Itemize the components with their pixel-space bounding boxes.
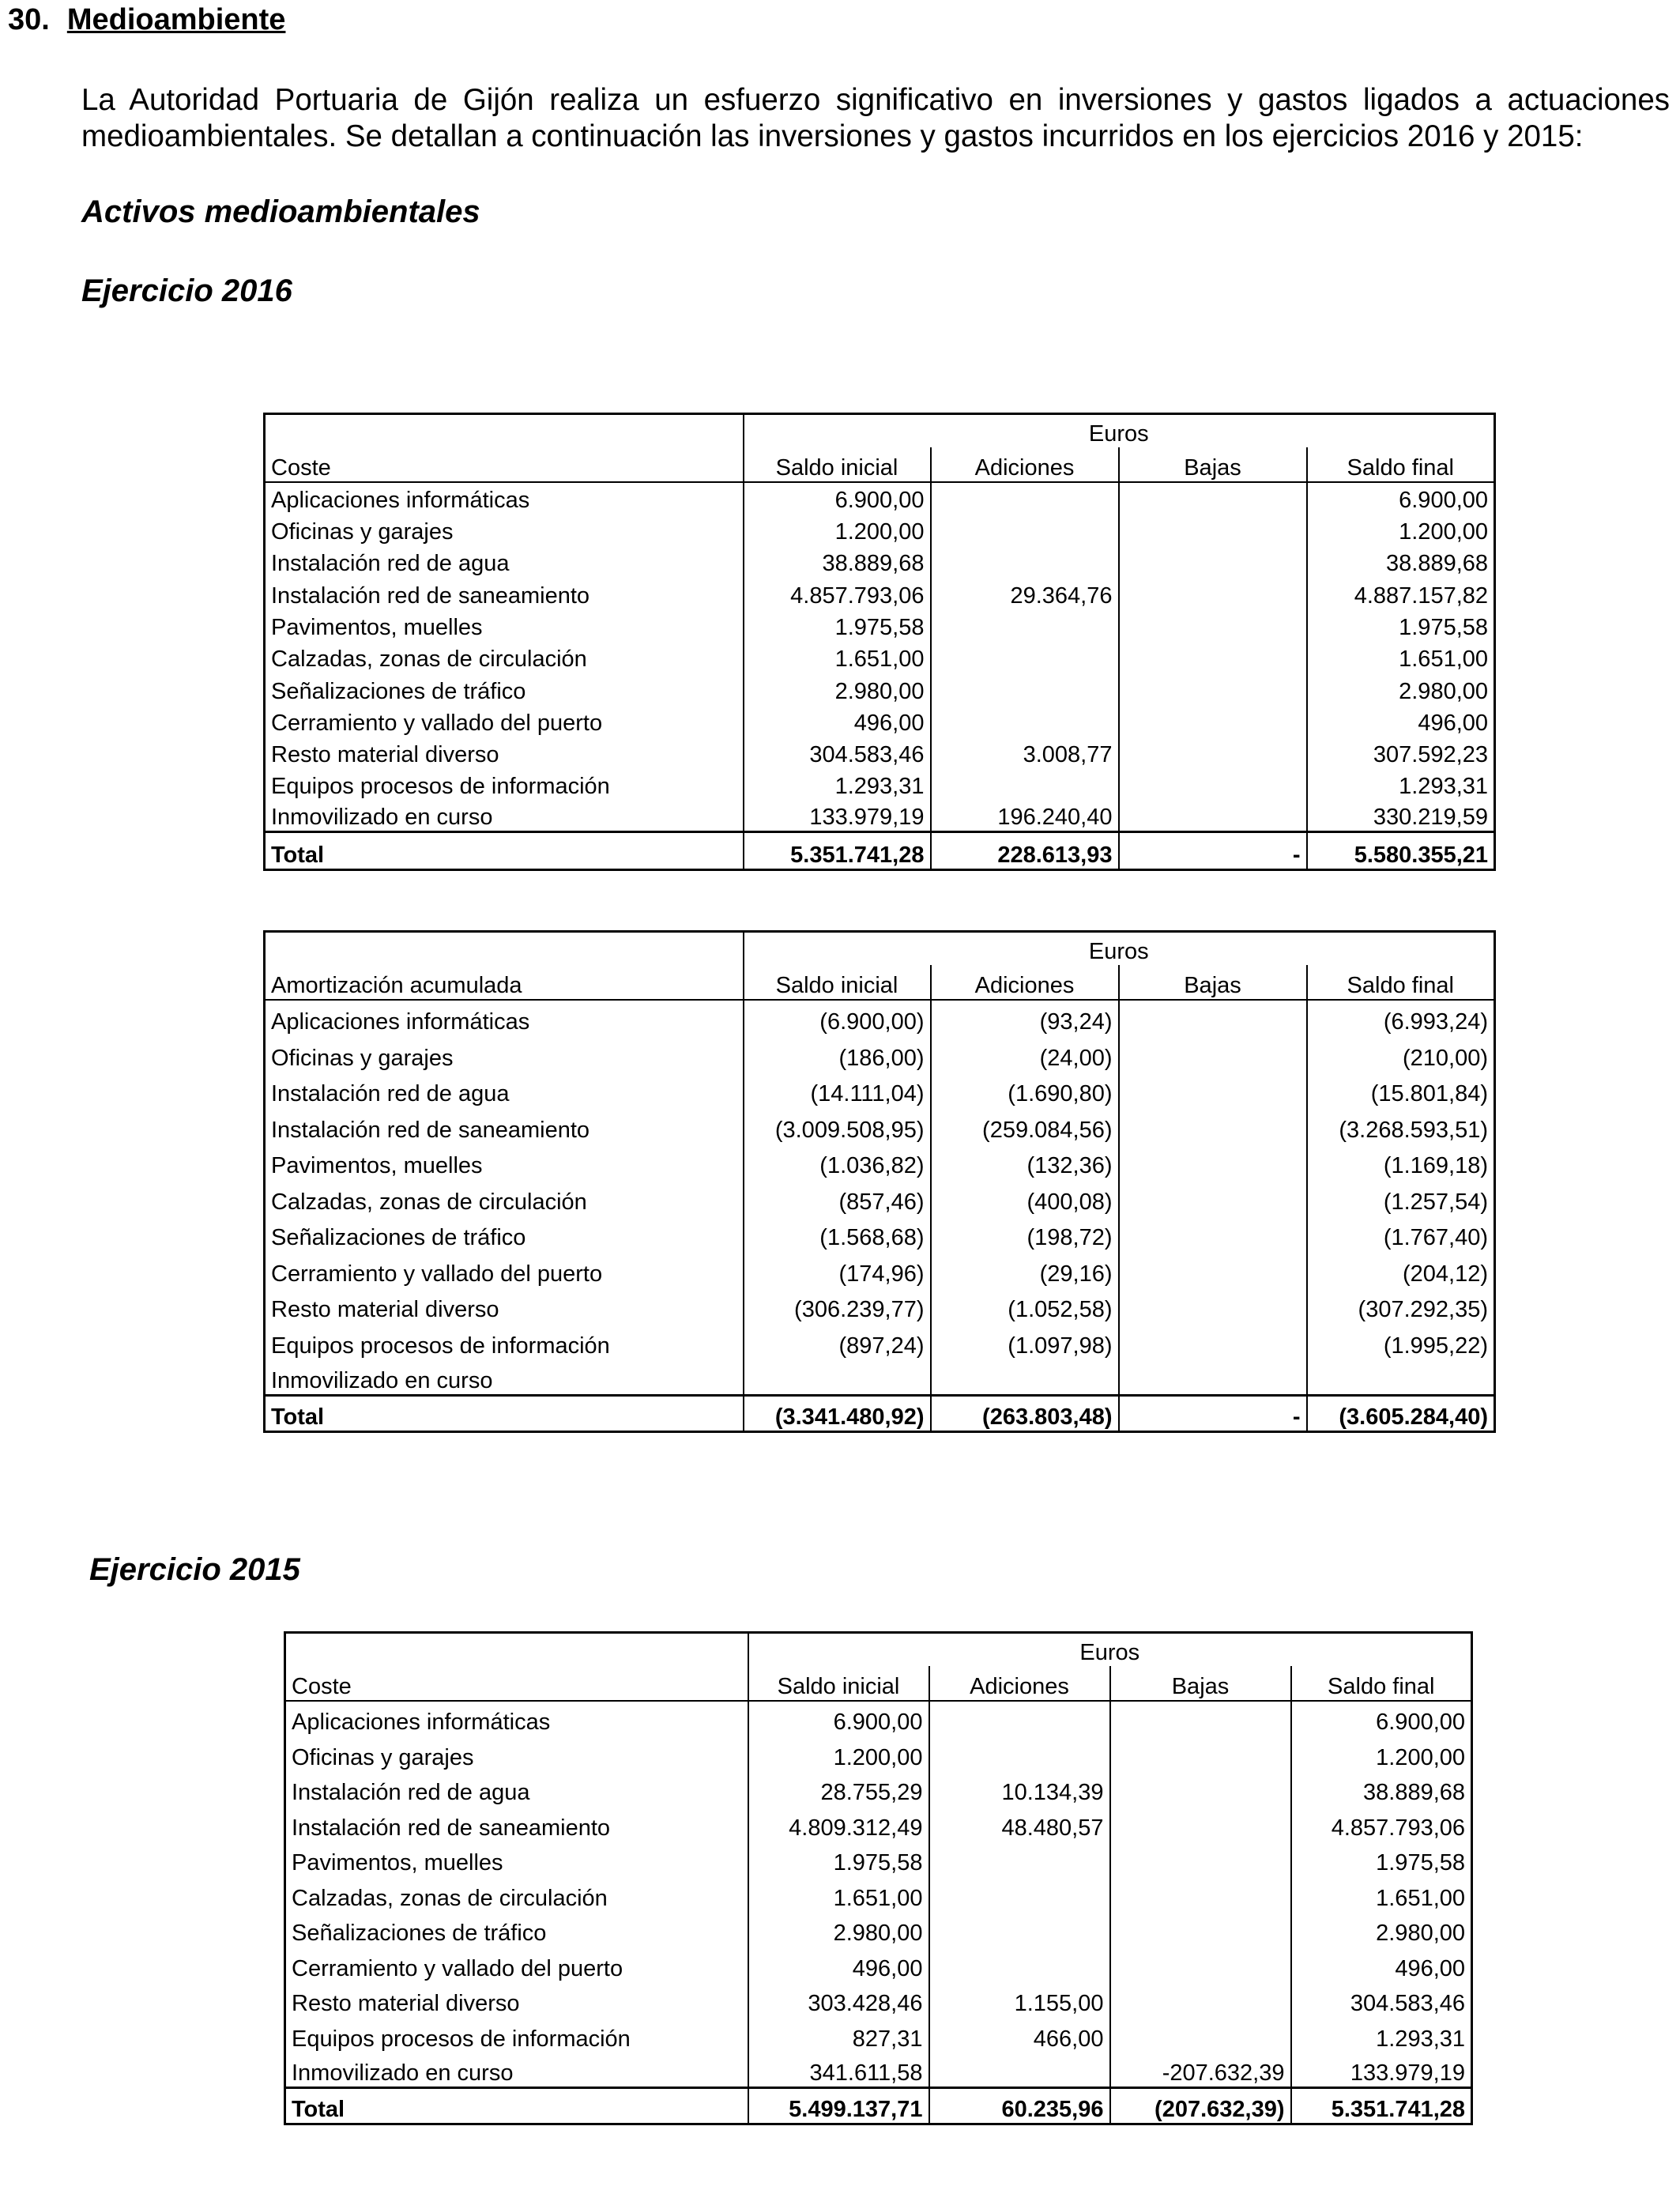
row-label: Resto material diverso (292, 1991, 520, 2016)
cell-bajas (1119, 1287, 1307, 1324)
total-row (285, 2087, 1472, 2124)
cell-adiciones (931, 1359, 1119, 1396)
table-row (285, 1736, 1472, 1771)
table-row (265, 1216, 1495, 1252)
cell-saldo-final: (6.993,24) (1307, 1000, 1495, 1036)
cell-adiciones: (259.084,56) (931, 1107, 1119, 1144)
cell-bajas (1110, 2017, 1291, 2053)
cell-saldo-inicial: 4.857.793,06 (744, 577, 931, 609)
total-label: Total (265, 832, 744, 870)
row-label: Instalación red de agua (271, 551, 510, 577)
cell-saldo-final: 6.900,00 (1307, 482, 1495, 514)
cell-saldo-final: 1.651,00 (1291, 1876, 1472, 1912)
cell-saldo-inicial: 341.611,58 (748, 2053, 929, 2088)
table-row (285, 1982, 1472, 2018)
cell-bajas (1119, 673, 1307, 704)
row-label: Aplicaciones informáticas (271, 1009, 530, 1035)
table-row (265, 1144, 1495, 1180)
cell-saldo-inicial: 4.809.312,49 (748, 1806, 929, 1842)
cell-saldo-final: (210,00) (1307, 1035, 1495, 1072)
cell-adiciones: 3.008,77 (931, 737, 1119, 768)
cell-saldo-final: 4.857.793,06 (1291, 1806, 1472, 1842)
cell-bajas (1110, 1771, 1291, 1807)
cell-bajas (1110, 1876, 1291, 1912)
table-row (265, 1323, 1495, 1359)
column-header-bajas: Bajas (1119, 447, 1307, 482)
cell-saldo-final: 1.975,58 (1307, 609, 1495, 641)
cell-adiciones (929, 1876, 1110, 1912)
cell-saldo-inicial: 6.900,00 (748, 1701, 929, 1736)
cell-saldo-inicial: 1.975,58 (748, 1842, 929, 1877)
title-ejercicio-2016: Ejercicio 2016 (81, 273, 292, 308)
table-row (285, 1806, 1472, 1842)
cell-saldo-final: 4.887.157,82 (1307, 577, 1495, 609)
cell-saldo-final: 1.651,00 (1307, 641, 1495, 673)
cell-saldo-final: (307.292,35) (1307, 1287, 1495, 1324)
table-row (265, 545, 1495, 577)
section-heading (8, 3, 285, 37)
cell-bajas (1119, 800, 1307, 831)
table-row (285, 1876, 1472, 1912)
row-label: Instalación red de saneamiento (271, 582, 590, 609)
table-row (265, 1072, 1495, 1108)
cell-saldo-inicial (744, 1359, 931, 1396)
cell-saldo-final: 1.975,58 (1291, 1842, 1472, 1877)
cell-bajas (1119, 705, 1307, 737)
cell-adiciones: (1.052,58) (931, 1287, 1119, 1324)
cell-saldo-inicial: 304.583,46 (744, 737, 931, 768)
cell-saldo-final: 307.592,23 (1307, 737, 1495, 768)
cell-bajas (1119, 577, 1307, 609)
cell-bajas (1110, 1701, 1291, 1736)
cell-adiciones: 196.240,40 (931, 800, 1119, 831)
table-2015-coste (284, 1631, 1473, 2125)
title-ejercicio-2015: Ejercicio 2015 (89, 1552, 300, 1587)
total-saldo-inicial: 5.351.741,28 (744, 832, 931, 870)
table-row (285, 2053, 1472, 2088)
row-label: Calzadas, zonas de circulación (271, 647, 587, 673)
cell-adiciones: 29.364,76 (931, 577, 1119, 609)
cell-adiciones (931, 673, 1119, 704)
row-label: Instalación red de saneamiento (292, 1815, 611, 1841)
cell-saldo-final: 496,00 (1291, 1947, 1472, 1982)
cell-saldo-final: 6.900,00 (1291, 1701, 1472, 1736)
cell-bajas (1119, 1359, 1307, 1396)
header-empty (285, 1633, 748, 1666)
row-label: Instalación red de agua (292, 1780, 530, 1805)
row-label: Instalación red de saneamiento (271, 1117, 590, 1143)
total-bajas: (207.632,39) (1110, 2087, 1291, 2124)
cell-saldo-final: 304.583,46 (1291, 1982, 1472, 2018)
cell-bajas (1119, 1179, 1307, 1216)
cell-bajas (1119, 514, 1307, 545)
cell-saldo-inicial: (14.111,04) (744, 1072, 931, 1108)
cell-adiciones: 1.155,00 (929, 1982, 1110, 2018)
cell-bajas (1119, 1251, 1307, 1287)
column-header-label: Amortización acumulada (265, 965, 744, 1000)
header-unit: Euros (744, 414, 1495, 447)
cell-saldo-inicial: 28.755,29 (748, 1771, 929, 1807)
cell-adiciones (929, 1701, 1110, 1736)
cell-saldo-final: (1.169,18) (1307, 1144, 1495, 1180)
cell-bajas: -207.632,39 (1110, 2053, 1291, 2088)
total-label: Total (285, 2087, 748, 2124)
column-header-bajas: Bajas (1119, 965, 1307, 1000)
total-adiciones: 60.235,96 (929, 2087, 1110, 2124)
cell-saldo-inicial: (3.009.508,95) (744, 1107, 931, 1144)
cell-bajas (1110, 1806, 1291, 1842)
row-label: Oficinas y garajes (271, 1045, 454, 1071)
total-adiciones: (263.803,48) (931, 1395, 1119, 1431)
cell-saldo-final: 1.200,00 (1291, 1736, 1472, 1771)
cell-bajas (1119, 1035, 1307, 1072)
column-header-saldo-final: Saldo final (1307, 965, 1495, 1000)
row-label: Pavimentos, muelles (271, 614, 483, 640)
cell-bajas (1110, 1982, 1291, 2018)
cell-saldo-inicial: 1.200,00 (744, 514, 931, 545)
table-row (265, 1107, 1495, 1144)
cell-saldo-inicial: (1.568,68) (744, 1216, 931, 1252)
cell-saldo-inicial: 303.428,46 (748, 1982, 929, 2018)
cell-adiciones: (1.097,98) (931, 1323, 1119, 1359)
cell-bajas (1119, 737, 1307, 768)
cell-saldo-inicial: (186,00) (744, 1035, 931, 1072)
cell-adiciones: (93,24) (931, 1000, 1119, 1036)
table-row (265, 1251, 1495, 1287)
cell-adiciones (929, 1912, 1110, 1947)
cell-bajas (1110, 1736, 1291, 1771)
cell-bajas (1119, 545, 1307, 577)
table-row (265, 768, 1495, 800)
cell-adiciones (931, 768, 1119, 800)
cell-adiciones (931, 482, 1119, 514)
header-empty (265, 932, 744, 965)
total-bajas: - (1119, 1395, 1307, 1431)
cell-saldo-final: (1.767,40) (1307, 1216, 1495, 1252)
row-label: Inmovilizado en curso (271, 1367, 493, 1393)
cell-adiciones: 466,00 (929, 2017, 1110, 2053)
total-label: Total (265, 1395, 744, 1431)
row-label: Equipos procesos de información (292, 2026, 631, 2052)
column-header-adiciones: Adiciones (931, 447, 1119, 482)
cell-adiciones (931, 641, 1119, 673)
cell-saldo-final: 330.219,59 (1307, 800, 1495, 831)
column-header-label: Coste (265, 447, 744, 482)
cell-saldo-final: 2.980,00 (1307, 673, 1495, 704)
table-row (265, 609, 1495, 641)
cell-saldo-inicial: (174,96) (744, 1251, 931, 1287)
row-label: Resto material diverso (271, 742, 499, 768)
cell-saldo-inicial: 2.980,00 (744, 673, 931, 704)
table-row (265, 737, 1495, 768)
cell-adiciones (929, 1947, 1110, 1982)
cell-saldo-final: (15.801,84) (1307, 1072, 1495, 1108)
total-saldo-inicial: 5.499.137,71 (748, 2087, 929, 2124)
row-label: Equipos procesos de información (271, 774, 610, 800)
cell-saldo-inicial: 1.200,00 (748, 1736, 929, 1771)
cell-saldo-inicial: (857,46) (744, 1179, 931, 1216)
column-header-saldo-inicial: Saldo inicial (748, 1666, 929, 1701)
row-label: Calzadas, zonas de circulación (292, 1885, 608, 1911)
cell-saldo-inicial: 496,00 (748, 1947, 929, 1982)
cell-saldo-inicial: (6.900,00) (744, 1000, 931, 1036)
cell-saldo-inicial: 827,31 (748, 2017, 929, 2053)
intro-paragraph: La Autoridad Portuaria de Gijón realiza un esfuerzo significativo en inversiones y gastos ligados a actuaciones medioambientales. Se detallan a continuación las inversiones y gastos incurridos en los ejercicios 2016 y 2015: (81, 83, 1670, 153)
row-label: Señalizaciones de tráfico (271, 678, 526, 704)
header-unit: Euros (748, 1633, 1472, 1666)
cell-saldo-final: 38.889,68 (1307, 545, 1495, 577)
cell-adiciones: (24,00) (931, 1035, 1119, 1072)
column-header-saldo-inicial: Saldo inicial (744, 447, 931, 482)
table-row (265, 673, 1495, 704)
total-bajas: - (1119, 832, 1307, 870)
row-label: Cerramiento y vallado del puerto (271, 1261, 603, 1287)
column-header-saldo-final: Saldo final (1307, 447, 1495, 482)
cell-saldo-inicial: 2.980,00 (748, 1912, 929, 1947)
cell-adiciones: 48.480,57 (929, 1806, 1110, 1842)
cell-saldo-inicial: 1.651,00 (744, 641, 931, 673)
cell-adiciones (931, 545, 1119, 577)
cell-bajas (1119, 1144, 1307, 1180)
row-label: Aplicaciones informáticas (292, 1710, 551, 1735)
cell-bajas (1119, 1323, 1307, 1359)
table-row (265, 1000, 1495, 1036)
cell-adiciones: (29,16) (931, 1251, 1119, 1287)
cell-saldo-final: 38.889,68 (1291, 1771, 1472, 1807)
cell-saldo-final: 496,00 (1307, 705, 1495, 737)
row-label: Señalizaciones de tráfico (271, 1225, 526, 1250)
table-row (265, 800, 1495, 831)
cell-adiciones (929, 1736, 1110, 1771)
cell-adiciones (931, 514, 1119, 545)
table-row (285, 2017, 1472, 2053)
column-header-saldo-final: Saldo final (1291, 1666, 1472, 1701)
row-label: Inmovilizado en curso (292, 2060, 514, 2086)
cell-adiciones: 10.134,39 (929, 1771, 1110, 1807)
total-saldo-inicial: (3.341.480,92) (744, 1395, 931, 1431)
table-row (285, 1912, 1472, 1947)
cell-adiciones (929, 1842, 1110, 1877)
table-2016-amortizacion (263, 930, 1496, 1433)
cell-saldo-inicial: 496,00 (744, 705, 931, 737)
cell-bajas (1119, 641, 1307, 673)
cell-bajas (1119, 482, 1307, 514)
total-saldo-final: (3.605.284,40) (1307, 1395, 1495, 1431)
cell-bajas (1110, 1947, 1291, 1982)
cell-saldo-inicial: (897,24) (744, 1323, 931, 1359)
column-header-saldo-inicial: Saldo inicial (744, 965, 931, 1000)
column-header-bajas: Bajas (1110, 1666, 1291, 1701)
cell-saldo-final: (3.268.593,51) (1307, 1107, 1495, 1144)
row-label: Cerramiento y vallado del puerto (292, 1955, 623, 1981)
cell-adiciones: (132,36) (931, 1144, 1119, 1180)
table-row (265, 641, 1495, 673)
cell-saldo-inicial: 6.900,00 (744, 482, 931, 514)
row-label: Equipos procesos de información (271, 1333, 610, 1359)
subtitle-activos: Activos medioambientales (81, 194, 480, 229)
cell-bajas (1119, 609, 1307, 641)
table-row (265, 705, 1495, 737)
section-title: Medioambiente (66, 3, 286, 36)
table-row (265, 1287, 1495, 1324)
table-row (265, 1179, 1495, 1216)
row-label: Pavimentos, muelles (292, 1850, 503, 1875)
cell-saldo-inicial: (306.239,77) (744, 1287, 931, 1324)
row-label: Instalación red de agua (271, 1081, 510, 1106)
cell-saldo-inicial: 133.979,19 (744, 800, 931, 831)
row-label: Calzadas, zonas de circulación (271, 1189, 587, 1215)
total-adiciones: 228.613,93 (931, 832, 1119, 870)
total-saldo-final: 5.580.355,21 (1307, 832, 1495, 870)
header-unit: Euros (744, 932, 1495, 965)
cell-adiciones: (1.690,80) (931, 1072, 1119, 1108)
cell-saldo-final: (204,12) (1307, 1251, 1495, 1287)
cell-adiciones (931, 609, 1119, 641)
table-row (265, 1035, 1495, 1072)
cell-bajas (1119, 1072, 1307, 1108)
cell-bajas (1119, 1107, 1307, 1144)
row-label: Oficinas y garajes (292, 1744, 474, 1770)
table-row (265, 1359, 1495, 1396)
cell-saldo-final: 2.980,00 (1291, 1912, 1472, 1947)
cell-bajas (1119, 1216, 1307, 1252)
table-row (285, 1701, 1472, 1736)
row-label: Inmovilizado en curso (271, 805, 493, 831)
cell-saldo-final: 1.293,31 (1307, 768, 1495, 800)
cell-bajas (1110, 1842, 1291, 1877)
cell-adiciones (931, 705, 1119, 737)
cell-bajas (1119, 768, 1307, 800)
column-header-label: Coste (285, 1666, 748, 1701)
cell-saldo-final: 1.200,00 (1307, 514, 1495, 545)
total-row (265, 1395, 1495, 1431)
cell-adiciones: (198,72) (931, 1216, 1119, 1252)
total-saldo-final: 5.351.741,28 (1291, 2087, 1472, 2124)
row-label: Pavimentos, muelles (271, 1153, 483, 1178)
table-row (265, 577, 1495, 609)
column-header-adiciones: Adiciones (931, 965, 1119, 1000)
total-row (265, 832, 1495, 870)
table-row (285, 1947, 1472, 1982)
cell-saldo-final: (1.257,54) (1307, 1179, 1495, 1216)
table-row (285, 1771, 1472, 1807)
table-2016-coste (263, 413, 1496, 871)
section-number: 30. (8, 3, 50, 36)
table-row (285, 1842, 1472, 1877)
cell-saldo-inicial: 1.975,58 (744, 609, 931, 641)
cell-saldo-final: (1.995,22) (1307, 1323, 1495, 1359)
cell-bajas (1110, 1912, 1291, 1947)
cell-adiciones (929, 2053, 1110, 2088)
cell-saldo-final: 1.293,31 (1291, 2017, 1472, 2053)
table-row (265, 514, 1495, 545)
row-label: Resto material diverso (271, 1297, 499, 1322)
cell-saldo-inicial: 1.651,00 (748, 1876, 929, 1912)
cell-saldo-final (1307, 1359, 1495, 1396)
column-header-adiciones: Adiciones (929, 1666, 1110, 1701)
cell-adiciones: (400,08) (931, 1179, 1119, 1216)
cell-saldo-inicial: 38.889,68 (744, 545, 931, 577)
row-label: Oficinas y garajes (271, 519, 454, 545)
cell-saldo-final: 133.979,19 (1291, 2053, 1472, 2088)
row-label: Aplicaciones informáticas (271, 487, 530, 513)
table-row (265, 482, 1495, 514)
row-label: Señalizaciones de tráfico (292, 1921, 547, 1946)
cell-bajas (1119, 1000, 1307, 1036)
row-label: Cerramiento y vallado del puerto (271, 710, 603, 736)
cell-saldo-inicial: 1.293,31 (744, 768, 931, 800)
cell-saldo-inicial: (1.036,82) (744, 1144, 931, 1180)
header-empty (265, 414, 744, 447)
